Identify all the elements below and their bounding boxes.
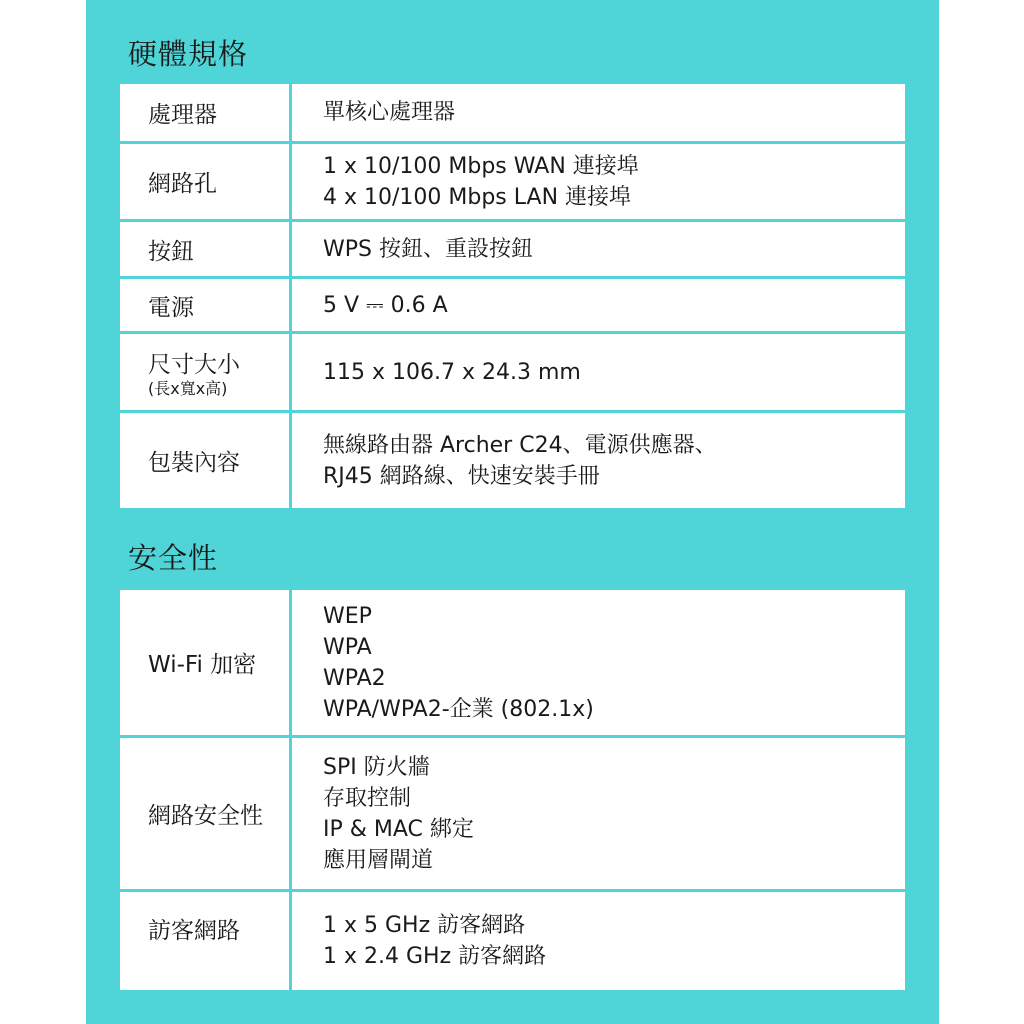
row-label: 網路孔	[120, 144, 289, 219]
row-value: 1 x 10/100 Mbps WAN 連接埠 4 x 10/100 Mbps LAN 連接埠	[292, 144, 905, 219]
security-section-title: 安全性	[128, 541, 219, 575]
row-value: 無線路由器 Archer C24、電源供應器、 RJ45 網路線、快速安裝手冊	[292, 413, 905, 508]
table-row	[120, 144, 905, 219]
row-label: 包裝內容	[120, 413, 289, 508]
row-value: 115 x 106.7 x 24.3 mm	[292, 334, 905, 410]
row-label: 電源	[120, 279, 289, 331]
row-value: WEP WPA WPA2 WPA/WPA2-企業 (802.1x)	[292, 590, 905, 735]
table-row	[120, 334, 905, 410]
hardware-spec-table	[120, 84, 905, 508]
table-row	[120, 413, 905, 508]
row-label: Wi-Fi 加密	[120, 590, 289, 735]
row-value: 單核心處理器	[292, 84, 905, 141]
table-row	[120, 279, 905, 331]
row-value: WPS 按鈕、重設按鈕	[292, 222, 905, 276]
security-spec-table	[120, 590, 905, 990]
table-row	[120, 590, 905, 735]
hardware-section-title: 硬體規格	[128, 37, 249, 71]
row-label: 尺寸大小 (長x寬x高)	[120, 334, 289, 410]
row-label: 網路安全性	[120, 738, 289, 889]
row-value: SPI 防火牆 存取控制 IP & MAC 綁定 應用層閘道	[292, 738, 905, 889]
row-label: 按鈕	[120, 222, 289, 276]
row-value: 5 V ⎓ 0.6 A	[292, 279, 905, 331]
table-row	[120, 84, 905, 141]
row-label: 處理器	[120, 84, 289, 141]
table-row	[120, 892, 905, 990]
table-row	[120, 738, 905, 889]
row-label: 訪客網路	[120, 892, 289, 990]
table-row	[120, 222, 905, 276]
row-value: 1 x 5 GHz 訪客網路 1 x 2.4 GHz 訪客網路	[292, 892, 905, 990]
row-sublabel: (長x寬x高)	[148, 378, 228, 398]
